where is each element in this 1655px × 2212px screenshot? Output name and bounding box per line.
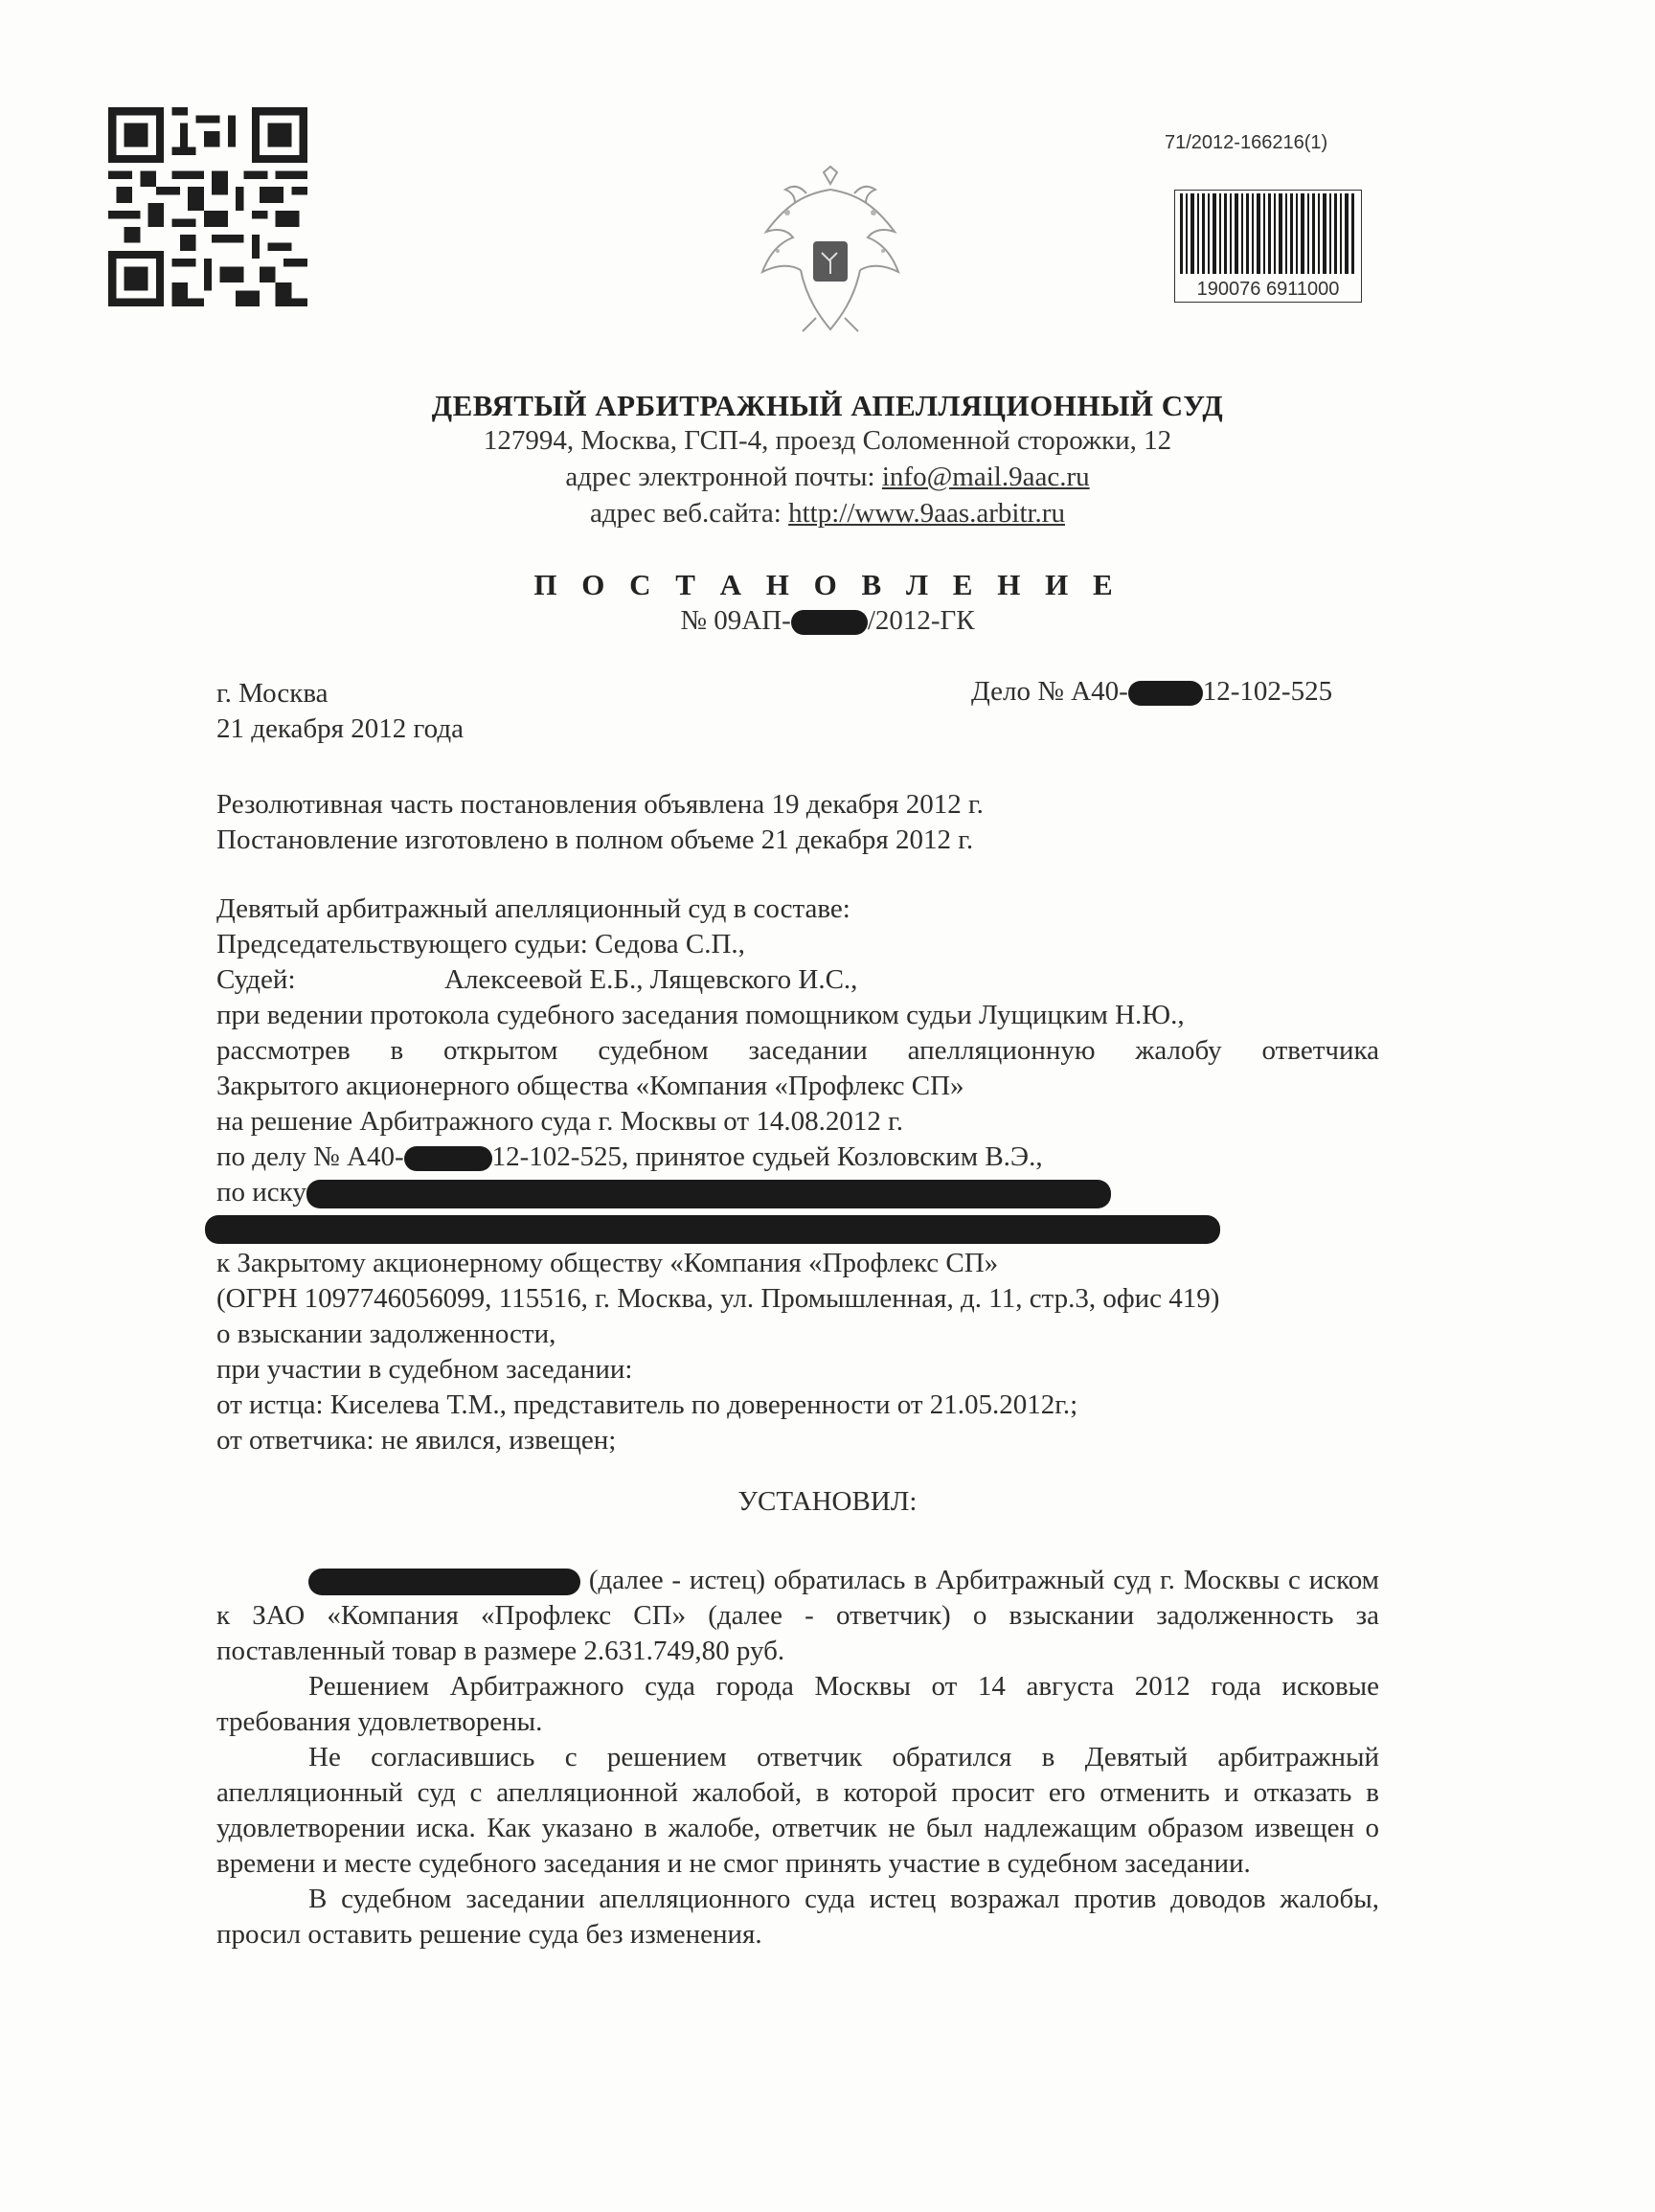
composition-block bbox=[216, 892, 1379, 1458]
composition-line: от истца: Киселева Т.М., представитель по доверенности от 21.05.2012г.; bbox=[216, 1389, 1078, 1420]
composition-line: при участии в судебном заседании: bbox=[216, 1354, 633, 1385]
email-label: адрес электронной почты: bbox=[565, 462, 882, 492]
paragraph: Решением Арбитражного суда города Москвы от 14 августа 2012 года исковые требования удовлетворены. bbox=[216, 1671, 1379, 1737]
email-link[interactable]: info@mail.9aac.ru bbox=[881, 462, 1090, 492]
composition-line: Закрытого акционерного общества «Компания «Профлекс СП» bbox=[216, 1071, 964, 1101]
redaction-mark bbox=[791, 610, 868, 635]
composition-line: (ОГРН 1097746056099, 115516, г. Москва, ул. Промышленная, д. 11, стр.3, офис 419) bbox=[216, 1283, 1220, 1314]
composition-line: при ведении протокола судебного заседания помощником судьи Лущицким Н.Ю., bbox=[216, 1000, 1185, 1030]
case-number-suffix: 12-102-525 bbox=[1202, 676, 1333, 707]
composition-line: на решение Арбитражного суда г. Москвы от 14.08.2012 г. bbox=[216, 1106, 903, 1137]
intro-line: Постановление изготовлено в полном объеме 21 декабря 2012 г. bbox=[216, 824, 974, 855]
barcode-digits: 190076 6911000 bbox=[1196, 279, 1340, 300]
barcode bbox=[1174, 190, 1362, 303]
composition-line bbox=[216, 1175, 1379, 1210]
judges-names: Алексеевой Е.Б., Лящевского И.С., bbox=[444, 964, 858, 995]
intro-line: Резолютивная часть постановления объявлена 19 декабря 2012 г. bbox=[216, 789, 984, 820]
paragraph bbox=[216, 1563, 1379, 1669]
case-number-prefix: Дело № А40- bbox=[971, 676, 1128, 707]
paragraph: В судебном заседании апелляционного суда истец возражал против доводов жалобы, просил оставить решение суда без изменения. bbox=[216, 1884, 1379, 1950]
judges-line bbox=[216, 962, 1379, 998]
composition-line: Девятый арбитражный апелляционный суд в составе: bbox=[216, 893, 850, 924]
claim-prefix: по иску bbox=[216, 1177, 306, 1208]
redaction-mark bbox=[308, 1569, 580, 1595]
established-body bbox=[216, 1563, 1379, 1952]
document-number-prefix: № 09АП- bbox=[680, 605, 791, 636]
document-title: П О С Т А Н О В Л Е Н И Е bbox=[533, 568, 1122, 601]
composition-line: о взыскании задолженности, bbox=[216, 1319, 556, 1349]
qr-code bbox=[108, 107, 307, 306]
composition-line: Председательствующего судьи: Седова С.П., bbox=[216, 929, 745, 959]
website-link[interactable]: http://www.9aas.arbitr.ru bbox=[788, 498, 1065, 529]
judges-label: Судей: bbox=[216, 964, 296, 995]
case-number bbox=[971, 676, 1332, 708]
composition-line: к Закрытому акционерному обществу «Компания «Профлекс СП» bbox=[216, 1248, 999, 1278]
intro-block bbox=[216, 787, 1379, 858]
court-address: 127994, Москва, ГСП-4, проезд Соломенной сторожки, 12 bbox=[483, 425, 1172, 456]
barcode-id: 71/2012-166216(1) bbox=[1165, 132, 1328, 153]
court-website-line bbox=[0, 498, 1655, 530]
section-heading: УСТАНОВИЛ: bbox=[737, 1486, 918, 1517]
composition-line bbox=[216, 1210, 1379, 1246]
coat-of-arms-emblem bbox=[749, 165, 912, 337]
case-ref-suffix: 12-102-525, принятое судьей Козловским В.Э., bbox=[491, 1141, 1043, 1172]
redaction-mark bbox=[205, 1215, 1220, 1244]
city: г. Москва bbox=[216, 678, 329, 709]
website-label: адрес веб.сайта: bbox=[590, 498, 789, 529]
document-date: 21 декабря 2012 года bbox=[216, 713, 464, 744]
redaction-mark bbox=[1128, 681, 1203, 706]
paragraph-text: (далее - истец) обратилась в Арбитражный суд г. Москвы с иском к ЗАО «Компания «Профлекс СП» (далее - ответчик) о взыскании задолженность за поставленный товар в размере 2.631.749,80 руб. bbox=[216, 1565, 1379, 1666]
court-email-line bbox=[0, 462, 1655, 493]
document-number-suffix: /2012-ГК bbox=[867, 605, 975, 636]
composition-line: от ответчика: не явился, извещен; bbox=[216, 1425, 617, 1456]
composition-line bbox=[216, 1140, 1379, 1175]
composition-line: рассмотрев в открытом судебном заседании апелляционную жалобу ответчика bbox=[216, 1035, 1379, 1066]
document-number bbox=[0, 605, 1655, 637]
court-name: ДЕВЯТЫЙ АРБИТРАЖНЫЙ АПЕЛЛЯЦИОННЫЙ СУД bbox=[431, 389, 1224, 422]
redaction-mark bbox=[306, 1180, 1111, 1208]
redaction-mark bbox=[404, 1146, 492, 1171]
paragraph: Не согласившись с решением ответчик обратился в Девятый арбитражный апелляционный суд с апелляционной жалобой, в которой просит его отменить и отказать в удовлетворении иска. Как указано в жалобе, ответчик не был надлежащим образом извещен о времени и месте судебного заседания и не смог принять участие в судебном заседании. bbox=[216, 1742, 1379, 1879]
case-ref-prefix: по делу № А40- bbox=[216, 1141, 404, 1172]
